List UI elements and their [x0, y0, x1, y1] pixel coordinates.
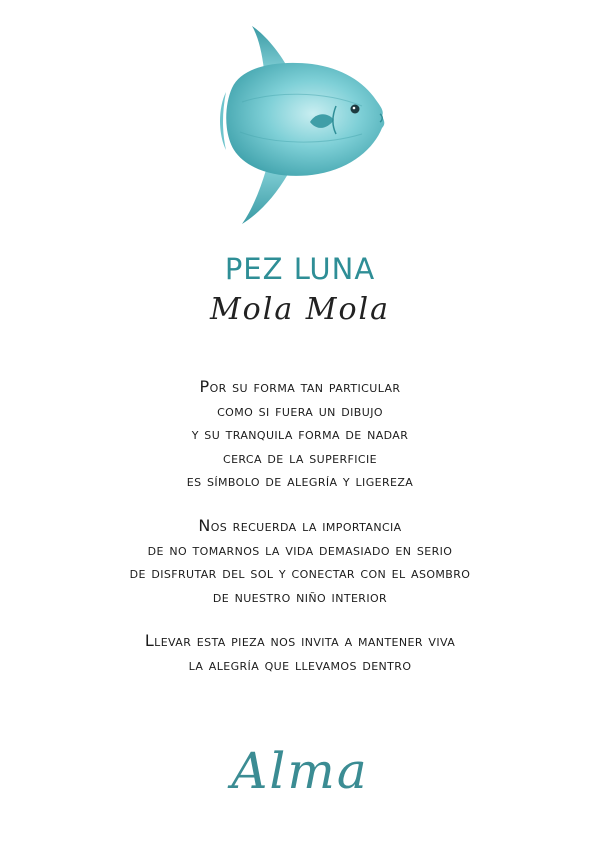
- paragraph-line: Por su forma tan particular: [199, 377, 401, 396]
- paragraph-line: Nos recuerda la importancia: [198, 516, 402, 535]
- sunfish-drawing: [212, 22, 402, 227]
- paragraph-line: y su tranquila forma de nadar: [191, 424, 409, 443]
- paragraph-3: [0, 629, 600, 676]
- paragraph-2: [0, 514, 600, 608]
- scientific-name: Mola Mola: [209, 292, 391, 327]
- paragraph-1: [0, 375, 600, 493]
- paragraph-line: es símbolo de alegría y ligereza: [186, 471, 414, 490]
- paragraph-line: cerca de la superficie: [222, 447, 378, 467]
- paragraph-line: de nuestro niño interior: [212, 586, 388, 606]
- paragraph-line: de no tomarnos la vida demasiado en serio: [147, 539, 453, 559]
- signature: Alma: [231, 742, 369, 800]
- paragraph-line: Llevar esta pieza nos invita a mantener viva: [144, 631, 456, 650]
- paragraph-line: la alegría que llevamos dentro: [188, 654, 412, 674]
- page-title: PEZ LUNA: [224, 252, 376, 286]
- paragraph-line: de disfrutar del sol y conectar con el asombro: [129, 563, 471, 582]
- paragraph-line: como si fuera un dibujo: [217, 400, 383, 420]
- sunfish-illustration-icon: [212, 22, 402, 227]
